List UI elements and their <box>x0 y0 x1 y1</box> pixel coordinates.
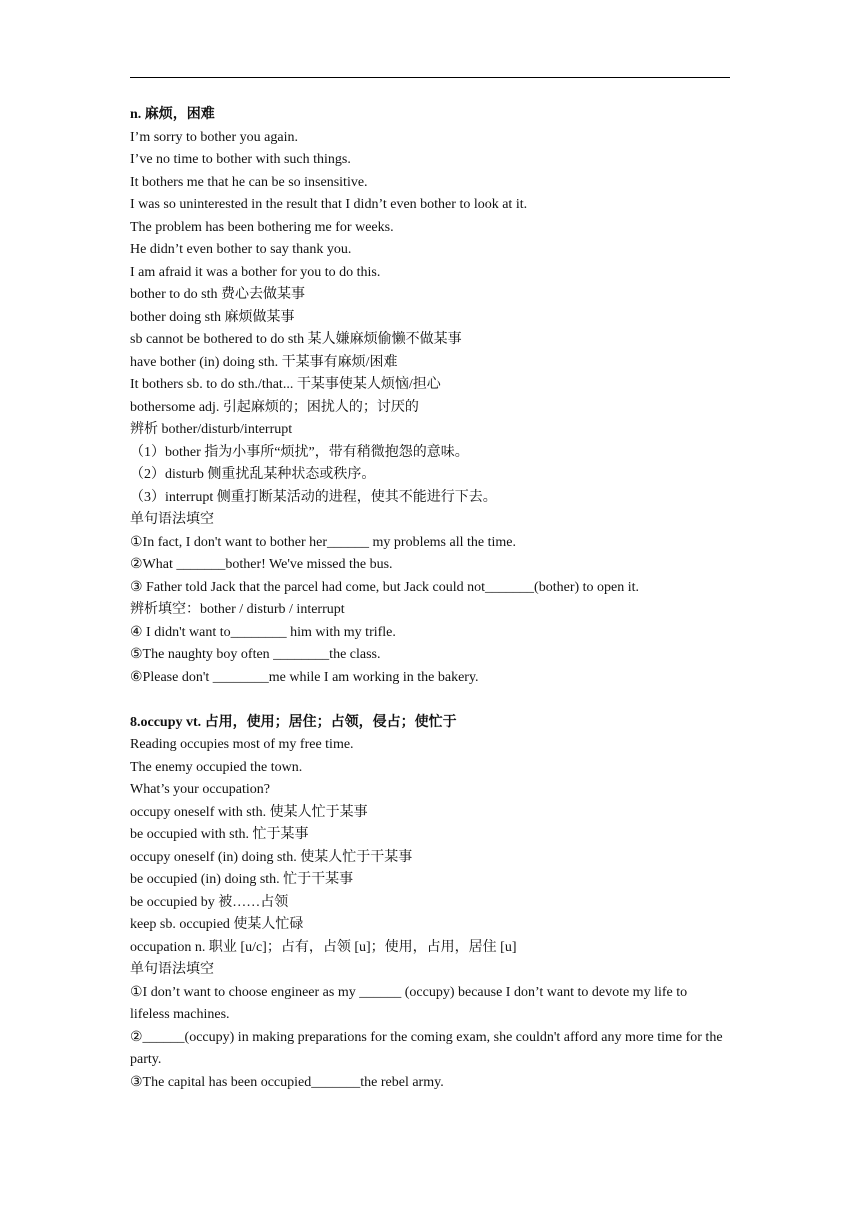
section-heading: n. 麻烦，困难 <box>130 107 215 122</box>
text-line: have bother (in) doing sth. 干某事有麻烦/困难 <box>130 354 398 370</box>
text-line: occupy oneself (in) doing sth. 使某人忙于干某事 <box>130 849 413 865</box>
text-line: 辨析填空：bother / disturb / interrupt <box>130 602 345 617</box>
text-line: occupation n. 职业 [u/c]；占有，占领 [u]；使用，占用，居住 [u] <box>130 939 517 955</box>
text-line: Reading occupies most of my free time. <box>130 737 354 752</box>
section1-lines <box>130 127 730 690</box>
text-line: I’m sorry to bother you again. <box>130 129 298 145</box>
text-line: ①In fact, I don't want to bother her______ my problems all the time. <box>130 534 516 550</box>
section-heading: 8.occupy vt. 占用，使用；居住；占领，侵占；使忙于 <box>130 714 457 730</box>
section2-wrapped-lines <box>130 982 730 1072</box>
text-line: 单句语法填空 <box>130 962 214 977</box>
section2-lines <box>130 734 730 982</box>
text-line: The enemy occupied the town. <box>130 759 303 775</box>
text-line: occupy oneself with sth. 使某人忙于某事 <box>130 804 368 820</box>
text-line: What’s your occupation? <box>130 782 270 797</box>
text-line: I am afraid it was a bother for you to do this. <box>130 264 381 280</box>
text-line: bother doing sth 麻烦做某事 <box>130 309 295 325</box>
text-line: ③The capital has been occupied_______the rebel army. <box>130 1074 444 1090</box>
section-gap <box>130 689 730 712</box>
text-line: （2）disturb 侧重扰乱某种状态或秩序。 <box>130 467 376 482</box>
text-line: 单句语法填空 <box>130 512 214 527</box>
header-rule <box>130 77 730 78</box>
text-line: ④ I didn't want to________ him with my trifle. <box>130 624 396 640</box>
text-line: It bothers me that he can be so insensitive. <box>130 174 368 190</box>
text-line: bothersome adj. 引起麻烦的；困扰人的；讨厌的 <box>130 399 419 415</box>
text-line: He didn’t even bother to say thank you. <box>130 242 352 257</box>
text-line: bother to do sth 费心去做某事 <box>130 287 305 302</box>
text-line: ②What _______bother! We've missed the bus. <box>130 557 393 572</box>
text-line: （1）bother 指为小事所“烦扰”，带有稍微抱怨的意味。 <box>130 444 469 460</box>
text-line: ①I don’t want to choose engineer as my ______ (occupy) because I don’t want to devote my life to lifeless machines. <box>130 984 688 1022</box>
text-line: be occupied with sth. 忙于某事 <box>130 827 309 842</box>
text-line: （3）interrupt 侧重打断某活动的进程，使其不能进行下去。 <box>130 489 497 505</box>
text-line: keep sb. occupied 使某人忙碌 <box>130 917 304 932</box>
text-line: I was so uninterested in the result that I didn’t even bother to look at it. <box>130 197 528 212</box>
text-line: sb cannot be bothered to do sth 某人嫌麻烦偷懒不做某事 <box>130 332 462 347</box>
text-line: The problem has been bothering me for weeks. <box>130 219 394 235</box>
text-line: ⑤The naughty boy often ________the class. <box>130 647 381 662</box>
text-line: It bothers sb. to do sth./that... 干某事使某人烦恼/担心 <box>130 377 441 392</box>
text-line: ②______(occupy) in making preparations for the coming exam, she couldn't afford any more time for the party. <box>130 1029 723 1067</box>
text-line: I’ve no time to bother with such things. <box>130 152 351 167</box>
document-body <box>130 104 730 1094</box>
text-line: ⑥Please don't ________me while I am working in the bakery. <box>130 669 479 685</box>
text-line: be occupied by 被……占领 <box>130 894 289 910</box>
text-line: ③ Father told Jack that the parcel had come, but Jack could not_______(bother) to open it. <box>130 579 640 595</box>
text-line: be occupied (in) doing sth. 忙于干某事 <box>130 872 354 887</box>
text-line: 辨析 bother/disturb/interrupt <box>130 422 293 437</box>
